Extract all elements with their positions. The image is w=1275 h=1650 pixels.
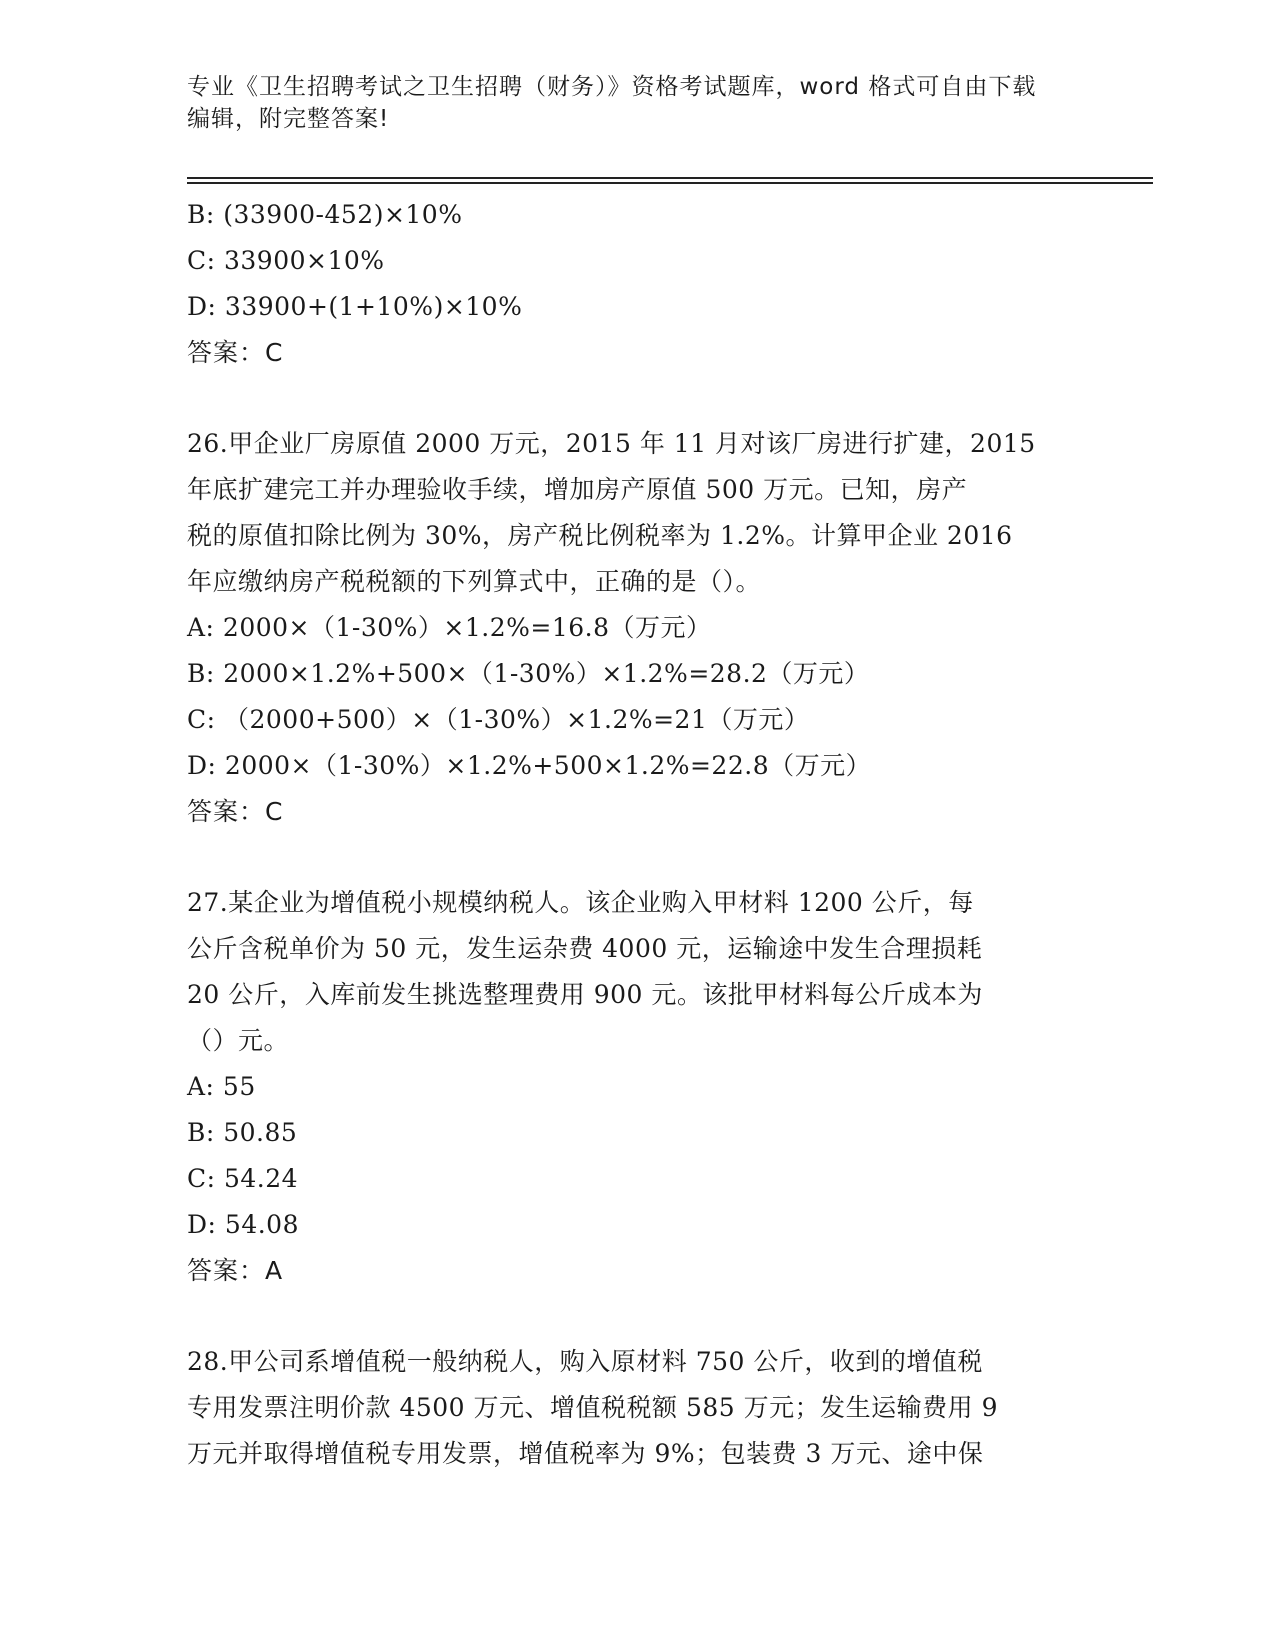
option-b: B: 2000×1.2%+500×（1-30%）×1.2%=28.2（万元） [187, 659, 870, 688]
question-26 [187, 421, 1087, 835]
option-c: C: 54.24 [187, 1164, 299, 1193]
question-stem-line: 税的原值扣除比例为 30%，房产税比例税率为 1.2%。计算甲企业 2016 [187, 521, 1013, 550]
document-header [187, 71, 1067, 135]
question-stem-line: 28.甲公司系增值税一般纳税人，购入原材料 750 公斤，收到的增值税 [187, 1347, 983, 1376]
answer: 答案：C [187, 797, 284, 826]
header-line-2: 编辑，附完整答案! [187, 106, 390, 132]
header-divider-top [187, 177, 1153, 179]
answer: 答案：A [187, 1256, 284, 1285]
option-c: C: 33900×10% [187, 246, 385, 275]
option-d: D: 54.08 [187, 1210, 299, 1239]
option-b: B: (33900-452)×10% [187, 200, 463, 229]
question-stem-line: 万元并取得增值税专用发票，增值税率为 9%；包装费 3 万元、途中保 [187, 1439, 984, 1468]
answer: 答案：C [187, 338, 284, 367]
question-stem-line: 27.某企业为增值税小规模纳税人。该企业购入甲材料 1200 公斤，每 [187, 888, 974, 917]
question-28 [187, 1339, 1087, 1477]
option-d: D: 2000×（1-30%）×1.2%+500×1.2%=22.8（万元） [187, 751, 872, 780]
question-25 [187, 192, 1087, 376]
header-divider-bottom [187, 182, 1153, 184]
question-stem-line: 年应缴纳房产税税额的下列算式中，正确的是（）。 [187, 567, 762, 596]
option-a: A: 2000×（1-30%）×1.2%=16.8（万元） [187, 613, 712, 642]
option-a: A: 55 [187, 1072, 256, 1101]
option-b: B: 50.85 [187, 1118, 298, 1147]
option-c: C: （2000+500）×（1-30%）×1.2%=21（万元） [187, 705, 810, 734]
question-27 [187, 880, 1087, 1294]
question-stem-line: 26.甲企业厂房原值 2000 万元，2015 年 11 月对该厂房进行扩建，2015 [187, 429, 1036, 458]
header-line-1: 专业《卫生招聘考试之卫生招聘（财务）》资格考试题库，word 格式可自由下载 [187, 74, 1037, 100]
option-d: D: 33900+(1+10%)×10% [187, 292, 523, 321]
question-stem-line: 20 公斤，入库前发生挑选整理费用 900 元。该批甲材料每公斤成本为 [187, 980, 983, 1009]
question-stem-line: （）元。 [187, 1026, 290, 1055]
question-stem-line: 公斤含税单价为 50 元，发生运杂费 4000 元，运输途中发生合理损耗 [187, 934, 983, 963]
question-stem-line: 专用发票注明价款 4500 万元、增值税税额 585 万元；发生运输费用 9 [187, 1393, 998, 1422]
question-stem-line: 年底扩建完工并办理验收手续，增加房产原值 500 万元。已知，房产 [187, 475, 968, 504]
question-list [187, 192, 1087, 1477]
